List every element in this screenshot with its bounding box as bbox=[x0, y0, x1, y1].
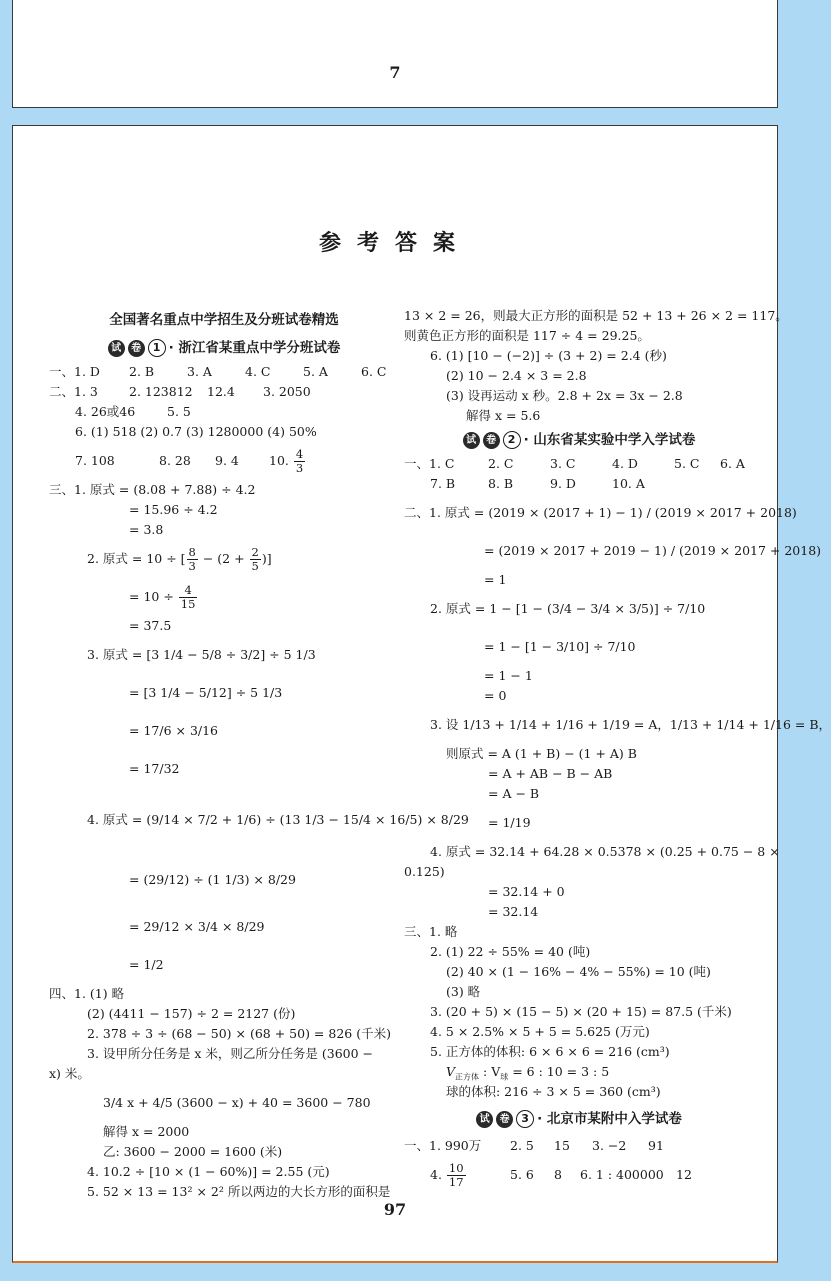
answer-item: 7. 108 bbox=[75, 453, 115, 468]
answer-item: 6. C bbox=[361, 364, 387, 379]
exam-number: 1 bbox=[148, 339, 166, 357]
exam-badge-shi: 试 bbox=[108, 340, 125, 357]
answer-item: 5. 6 bbox=[510, 1167, 534, 1182]
answer-item: 8. 28 bbox=[159, 453, 191, 468]
fraction bbox=[179, 584, 198, 611]
denominator: 3 bbox=[188, 559, 196, 573]
answer-item: 一、1. D bbox=[49, 364, 100, 379]
answer-line: = 1/19 bbox=[488, 815, 531, 830]
exam-name: · 山东省某实验中学入学试卷 bbox=[523, 432, 696, 448]
answer-item: 5. A bbox=[303, 364, 328, 379]
denominator: 17 bbox=[448, 1175, 464, 1189]
numerator: 10 bbox=[448, 1161, 464, 1175]
subscript: 球 bbox=[500, 1072, 509, 1082]
answer-item: 9. D bbox=[550, 476, 576, 491]
numerator: 4 bbox=[295, 447, 304, 461]
numerator: 2 bbox=[251, 545, 259, 559]
answer-line: 4. 原式 = 32.14 + 64.28 × 0.5378 × (0.25 + 0.75 − 8 × bbox=[430, 844, 780, 859]
answer-line: 3. 设甲所分任务是 x 米，则乙所分任务是 (3600 − bbox=[87, 1046, 374, 1061]
answer-item: 3. A bbox=[187, 364, 212, 379]
answer-line: 三、1. 略 bbox=[404, 924, 458, 939]
answer-line: 6. (1) [10 − (−2)] ÷ (3 + 2) = 2.4 (秒) bbox=[430, 348, 667, 363]
answer-line: 13 × 2 = 26，则最大正方形的面积是 52 + 13 + 26 × 2 = 117。 bbox=[404, 308, 788, 323]
answer-line: 5. 正方体的体积: 6 × 6 × 6 = 216 (cm³) bbox=[430, 1044, 670, 1059]
answer-line bbox=[49, 442, 399, 480]
answer-line: = 15.96 ÷ 4.2 bbox=[129, 502, 218, 517]
answer-item: 4. D bbox=[612, 456, 638, 471]
answer-line: (2) 10 − 2.4 × 3 = 2.8 bbox=[446, 368, 587, 383]
denominator: 3 bbox=[295, 461, 304, 475]
answer-line: = 29/12 × 3/4 × 8/29 bbox=[129, 919, 265, 934]
exam-number: 3 bbox=[516, 1110, 534, 1128]
answer-line bbox=[404, 454, 754, 474]
exam-1-heading bbox=[49, 334, 399, 362]
exam-badge-juan: 卷 bbox=[496, 1111, 513, 1128]
answer-item bbox=[269, 442, 306, 480]
answer-line: = [3 1/4 − 5/12] ÷ 5 1/3 bbox=[129, 685, 283, 700]
exam-badge-shi: 试 bbox=[476, 1111, 493, 1128]
answer-line bbox=[49, 382, 399, 402]
exam-3-heading bbox=[404, 1102, 754, 1136]
answer-line bbox=[404, 1062, 754, 1082]
answer-line: 乙: 3600 − 2000 = 1600 (米) bbox=[103, 1144, 283, 1159]
exam-badge-juan: 卷 bbox=[483, 432, 500, 449]
answer-item: 一、1. C bbox=[404, 456, 455, 471]
answer-item: 10. A bbox=[612, 476, 645, 491]
answer-line: 2. 原式 = 1 − [1 − (3/4 − 3/4 × 3/5)] ÷ 7/10 bbox=[430, 601, 706, 616]
top-page-number: 7 bbox=[389, 63, 401, 82]
answer-line: 4. 原式 = (9/14 × 7/2 + 1/6) ÷ (13 1/3 − 15/4 × 16/5) × 8/29 bbox=[87, 812, 469, 827]
item-number: 10. bbox=[269, 453, 289, 468]
answer-item: 9. 4 bbox=[215, 453, 239, 468]
answer-line: 5. 52 × 13 = 13² × 2² 所以两边的大长方形的面积是 bbox=[87, 1184, 391, 1199]
answer-item: 12.4 bbox=[207, 384, 235, 399]
exam-name: · 浙江省某重点中学分班试卷 bbox=[168, 340, 341, 356]
answer-item: 5. 5 bbox=[167, 404, 191, 419]
answer-line bbox=[49, 402, 399, 422]
expr-part: )] bbox=[261, 551, 272, 566]
answer-item: 2. 123812 bbox=[129, 384, 193, 399]
answer-line: = 32.14 + 0 bbox=[488, 884, 565, 899]
exam-badge-shi: 试 bbox=[463, 432, 480, 449]
answer-line: 6. (1) 518 (2) 0.7 (3) 1280000 (4) 50% bbox=[75, 424, 317, 439]
expr-part: − (2 + bbox=[198, 551, 249, 566]
answer-line: 2. 378 ÷ 3 ÷ (68 − 50) × (68 + 50) = 826 (千米) bbox=[87, 1026, 391, 1041]
right-column bbox=[404, 306, 831, 1194]
answer-item: 6. 1 : 400000 bbox=[580, 1167, 664, 1182]
answer-line: 4. 10.2 ÷ [10 × (1 − 60%)] = 2.55 (元) bbox=[87, 1164, 330, 1179]
section-heading: 全国著名重点中学招生及分班试卷精选 bbox=[109, 312, 339, 328]
answer-line: (2) (4411 − 157) ÷ 2 = 2127 (份) bbox=[87, 1006, 296, 1021]
answer-line: (2) 40 × (1 − 16% − 4% − 55%) = 10 (吨) bbox=[446, 964, 711, 979]
answer-line: 则原式 = A (1 + B) − (1 + A) B bbox=[446, 746, 637, 761]
answer-line: = 37.5 bbox=[129, 618, 172, 633]
answer-item: 8 bbox=[554, 1167, 562, 1182]
answer-line bbox=[404, 1156, 754, 1194]
answer-item: 7. B bbox=[430, 476, 456, 491]
expr-part: = 6 : 10 = 3 : 5 bbox=[508, 1064, 610, 1079]
answer-item: 一、1. 990万 bbox=[404, 1138, 482, 1153]
answer-line: = 1 − [1 − 3/10] ÷ 7/10 bbox=[484, 639, 636, 654]
answer-line: = 3.8 bbox=[129, 522, 164, 537]
item-number: 4. bbox=[430, 1167, 442, 1182]
answer-line: = 1/2 bbox=[129, 957, 164, 972]
answer-line: 三、1. 原式 = (8.08 + 7.88) ÷ 4.2 bbox=[49, 482, 256, 497]
exam-number: 2 bbox=[503, 431, 521, 449]
denominator: 15 bbox=[180, 597, 196, 611]
subscript: 正方体 bbox=[455, 1072, 480, 1082]
expr-part: : V bbox=[479, 1064, 501, 1079]
answer-line bbox=[404, 474, 754, 494]
answer-line: = 32.14 bbox=[488, 904, 539, 919]
numerator: 4 bbox=[179, 584, 198, 598]
answer-line bbox=[49, 578, 399, 616]
volume-symbol: V bbox=[446, 1064, 456, 1079]
answer-item: 2. 5 bbox=[510, 1138, 534, 1153]
answer-item: 二、1. 3 bbox=[49, 384, 98, 399]
answer-line: = 17/6 × 3/16 bbox=[129, 723, 219, 738]
numerator: 8 bbox=[188, 545, 196, 559]
expr-part: = 10 ÷ bbox=[129, 589, 178, 604]
answer-line: 解得 x = 5.6 bbox=[466, 408, 541, 423]
answer-line bbox=[49, 362, 399, 382]
answer-line: 3. 原式 = [3 1/4 − 5/8 ÷ 3/2] ÷ 5 1/3 bbox=[87, 647, 316, 662]
bottom-page-number: 97 bbox=[383, 1200, 407, 1219]
answer-line: = 1 − 1 bbox=[484, 668, 533, 683]
answer-line: = A + AB − B − AB bbox=[488, 766, 613, 781]
exam-name: · 北京市某附中入学试卷 bbox=[537, 1111, 682, 1127]
answer-line: x) 米。 bbox=[49, 1066, 90, 1081]
answer-line: (3) 略 bbox=[446, 984, 481, 999]
answer-item: 4. 26或46 bbox=[75, 404, 136, 419]
expr-part: 2. 原式 = 10 ÷ [ bbox=[87, 551, 186, 566]
fraction bbox=[294, 448, 305, 475]
answer-item: 91 bbox=[648, 1138, 664, 1153]
answer-item: 5. C bbox=[674, 456, 700, 471]
answer-line bbox=[404, 1136, 754, 1156]
answer-item: 2. C bbox=[488, 456, 514, 471]
answer-line: 3. (20 + 5) × (15 − 5) × (20 + 15) = 87.5 (千米) bbox=[430, 1004, 732, 1019]
fraction bbox=[187, 546, 198, 573]
answer-item: 3. −2 bbox=[592, 1138, 627, 1153]
answer-item: 3. C bbox=[550, 456, 576, 471]
fraction bbox=[447, 1162, 466, 1189]
answer-item: 2. B bbox=[129, 364, 155, 379]
answer-item: 4. C bbox=[245, 364, 271, 379]
answer-line: = (2019 × 2017 + 2019 − 1) / (2019 × 2017 + 2018) bbox=[484, 543, 822, 558]
answer-line: = 1 bbox=[484, 572, 507, 587]
answer-item: 3. 2050 bbox=[263, 384, 311, 399]
answer-line: = 17/32 bbox=[129, 761, 180, 776]
fraction bbox=[250, 546, 261, 573]
answer-line: 则黄色正方形的面积是 117 ÷ 4 = 29.25。 bbox=[404, 328, 650, 343]
answer-line bbox=[49, 540, 399, 578]
answer-item: 6. A bbox=[720, 456, 745, 471]
answer-line: (3) 设再运动 x 秒。2.8 + 2x = 3x − 2.8 bbox=[446, 388, 683, 403]
answer-line: = 0 bbox=[484, 688, 507, 703]
answer-line: 四、1. (1) 略 bbox=[49, 986, 125, 1001]
answer-line: 球的体积: 216 ÷ 3 × 5 = 360 (cm³) bbox=[446, 1084, 661, 1099]
exam-badge-juan: 卷 bbox=[128, 340, 145, 357]
exam-2-heading bbox=[404, 426, 754, 454]
answer-line: 3. 设 1/13 + 1/14 + 1/16 + 1/19 = A，1/13 + 1/14 + 1/16 = B， bbox=[430, 717, 831, 732]
answer-line: 0.125) bbox=[404, 864, 445, 879]
answer-item: 12 bbox=[676, 1167, 692, 1182]
answer-item: 8. B bbox=[488, 476, 514, 491]
answer-line: 二、1. 原式 = (2019 × (2017 + 1) − 1) / (2019 × 2017 + 2018) bbox=[404, 505, 797, 520]
answer-line: 3/4 x + 4/5 (3600 − x) + 40 = 3600 − 780 bbox=[103, 1095, 371, 1110]
answer-item: 15 bbox=[554, 1138, 570, 1153]
denominator: 5 bbox=[251, 559, 259, 573]
page-title: 参考答案 bbox=[318, 231, 471, 256]
answer-page-sheet bbox=[12, 125, 831, 1263]
answer-line: = A − B bbox=[488, 786, 540, 801]
answer-line: 4. 5 × 2.5% × 5 + 5 = 5.625 (万元) bbox=[430, 1024, 650, 1039]
answer-line: 2. (1) 22 ÷ 55% = 40 (吨) bbox=[430, 944, 591, 959]
answer-line: = (29/12) ÷ (1 1/3) × 8/29 bbox=[129, 872, 296, 887]
answer-line: 解得 x = 2000 bbox=[103, 1124, 190, 1139]
previous-page-sheet bbox=[12, 0, 778, 108]
